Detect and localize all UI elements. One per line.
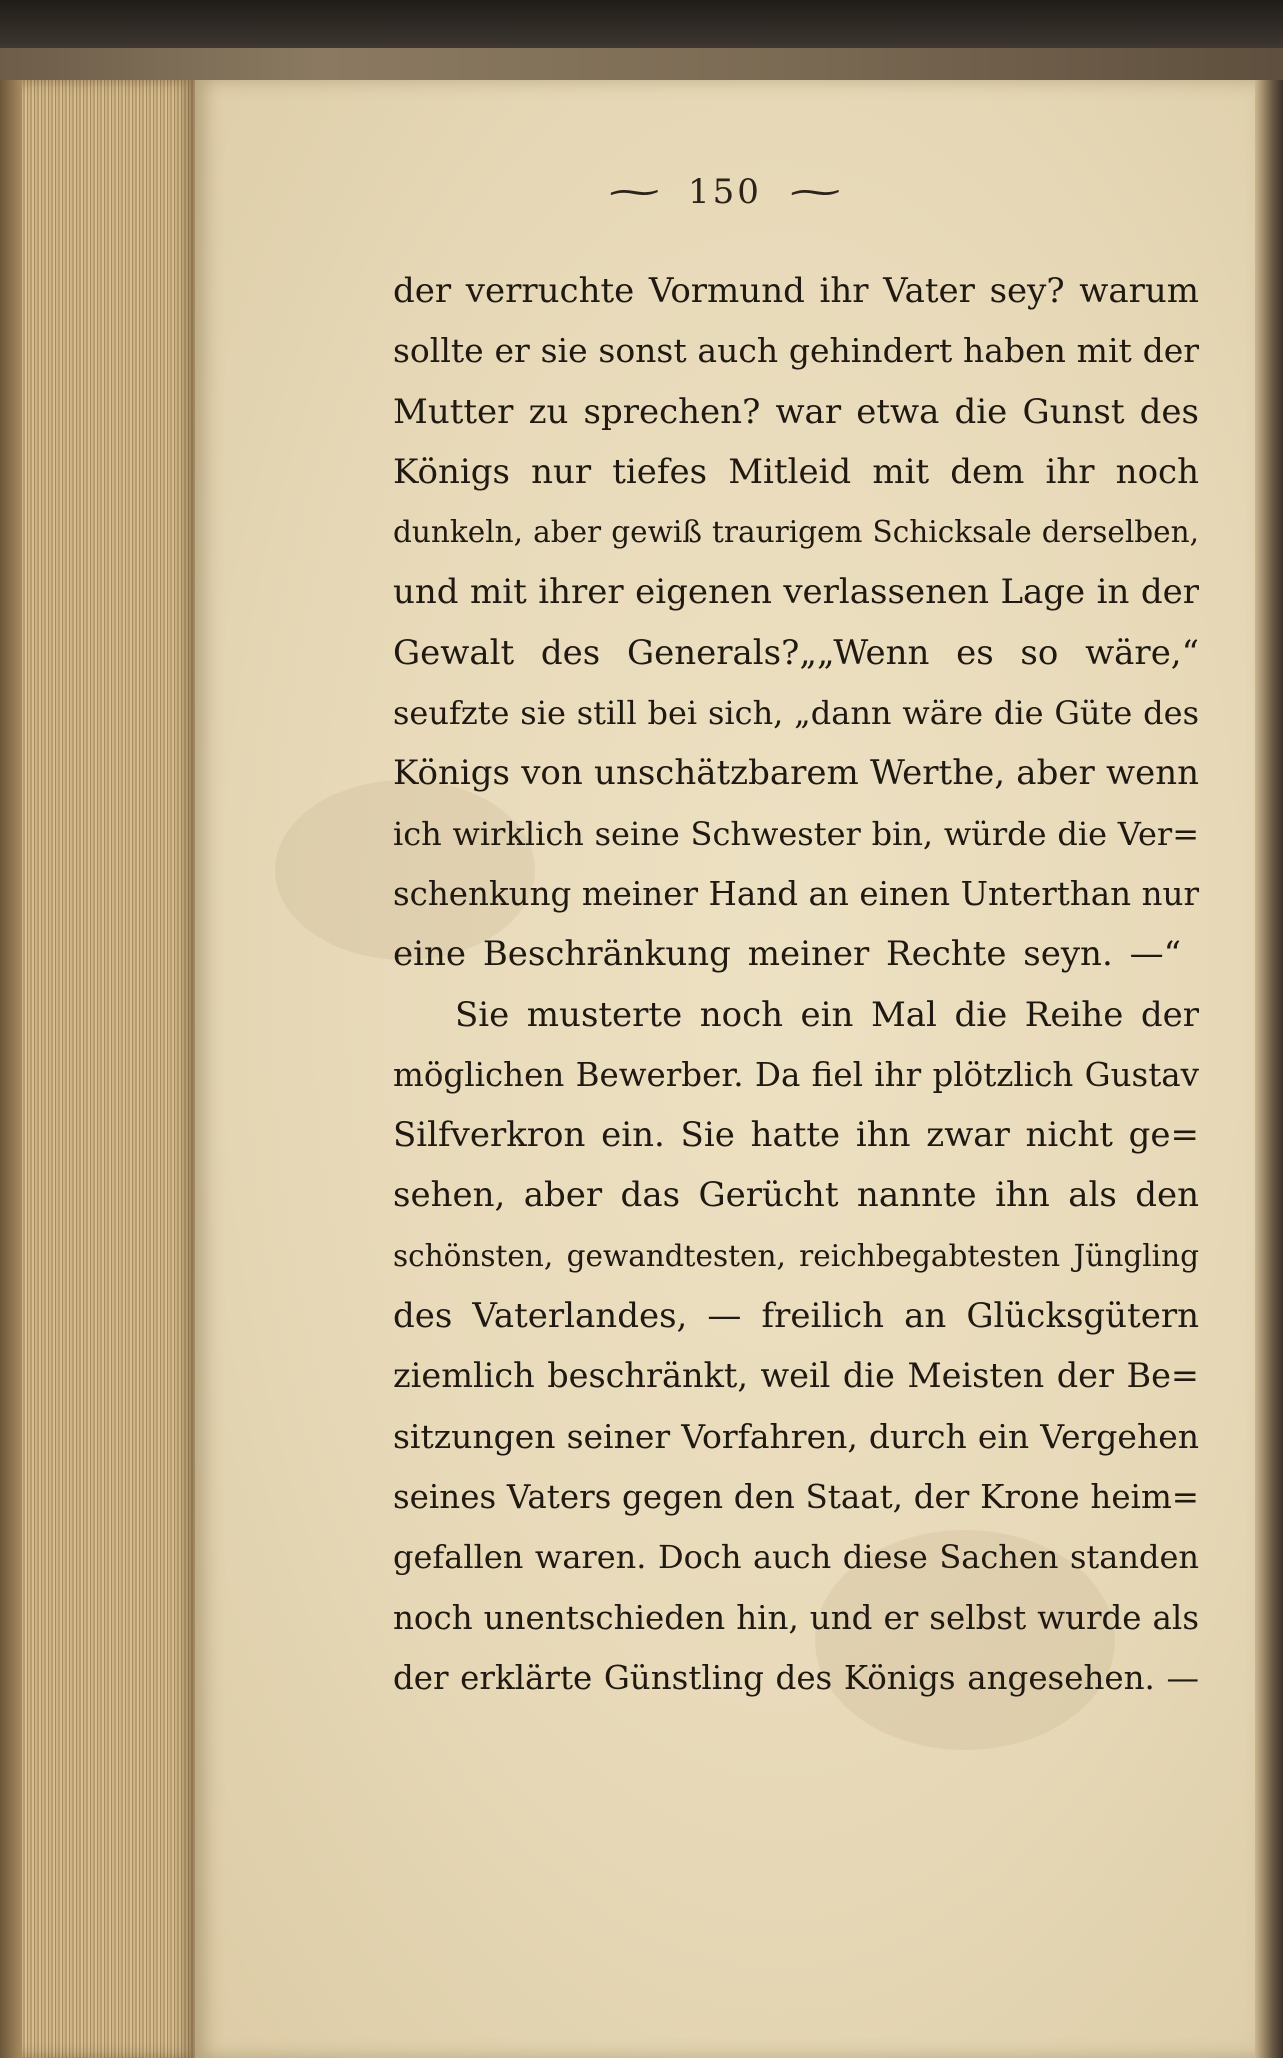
text-line: sehen, aber das Gerücht nannte ihn als den [393,1175,1199,1216]
text-line: schönsten, gewandtesten, reichbegabtesten Jüngling [393,1238,1199,1273]
text-line: dunkeln, aber gewiß traurigem Schicksale derselben, [393,515,1199,550]
text-line: der erklärte Günstling des Königs angesehen. — [393,1658,1199,1697]
text-line: seines Vaters gegen den Staat, der Krone heim= [393,1477,1199,1516]
page-header [195,172,1255,222]
text-line: der verruchte Vormund ihr Vater sey? warum [393,271,1199,311]
text-line: Königs von unschätzbarem Werthe, aber wenn [393,753,1199,794]
body-text [393,261,1199,1708]
text-line: und mit ihrer eigenen verlassenen Lage in der [393,572,1199,613]
book-left-edge [0,80,22,2058]
text-line-paragraph-start: Sie musterte noch ein Mal die Reihe der [455,994,1199,1035]
text-line: sitzungen seiner Vorfahren, durch ein Vergehen [393,1416,1199,1456]
text-line: seufzte sie still bei sich, „dann wäre die Güte des [393,694,1199,733]
text-line: Königs nur tiefes Mitleid mit dem ihr noch [393,451,1199,492]
text-line: schenkung meiner Hand an einen Unterthan nur [393,874,1199,913]
text-line: gefallen waren. Doch auch diese Sachen standen [393,1538,1199,1577]
text-line: Gewalt des Generals?„„Wenn es so wäre,“ [393,632,1199,673]
ornament-right-icon: ~ [783,172,847,212]
text-line: ich wirklich seine Schwester bin, würde die Ver= [393,814,1199,853]
text-line: sollte er sie sonst auch gehindert haben mit der [393,331,1199,371]
text-line: Silfverkron ein. Sie hatte ihn zwar nicht ge= [393,1115,1199,1156]
page-right-edge [1255,80,1283,2058]
page-number: 150 [688,172,762,212]
ornament-left-icon: ~ [603,172,667,212]
text-line: möglichen Bewerber. Da fiel ihr plötzlich Gustav [393,1055,1199,1094]
text-line: des Vaterlandes, — freilich an Glücksgütern [393,1296,1199,1337]
text-line: ziemlich beschränkt, weil die Meisten der Be= [393,1356,1199,1396]
text-line: Mutter zu sprechen? war etwa die Gunst des [393,391,1199,432]
page-block-edges [0,80,195,2058]
text-line-paragraph-end: eine Beschränkung meiner Rechte seyn. —“ [393,934,1181,975]
text-line: noch unentschieden hin, und er selbst wurde als [393,1598,1199,1637]
